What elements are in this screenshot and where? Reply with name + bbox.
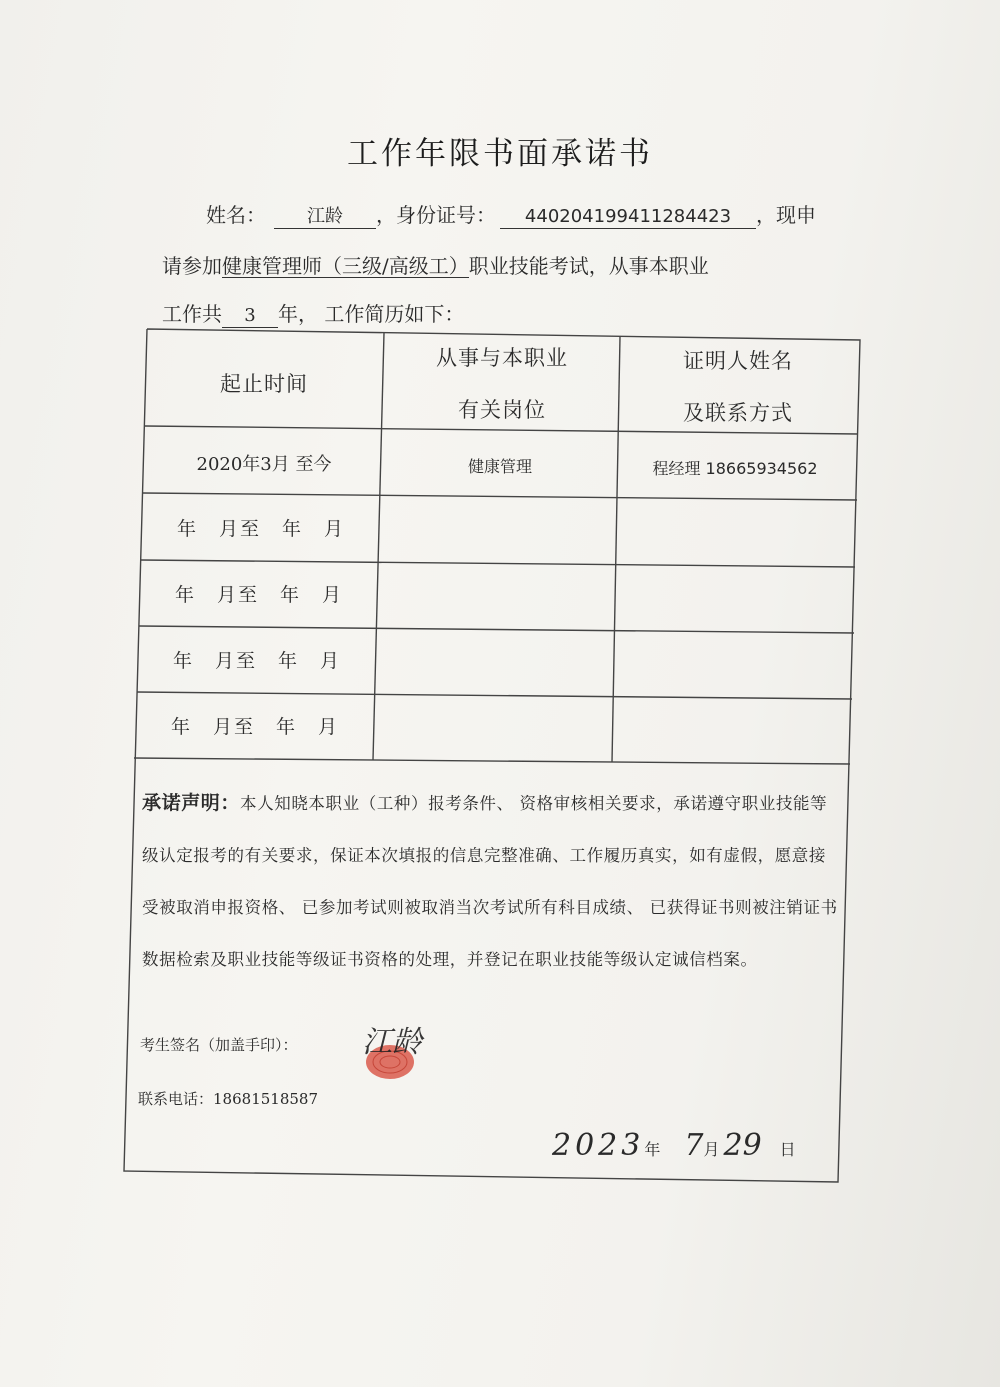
signature-area xyxy=(340,1010,460,1080)
table-row-3-time: 年 月至 年 月 xyxy=(174,583,343,606)
id-number-field: 440204199411284423 xyxy=(500,206,756,229)
years-prefix: 工作共 xyxy=(162,302,222,326)
name-label: 姓名： xyxy=(206,203,266,227)
header-time: 起止时间 xyxy=(220,372,308,396)
pledge-body: 本人知晓本职业（工种）报考条件、 资格审核相关要求，承诺遵守职业技能等级认定报考的有关要求，保证本次填报的信息完整准确、工作履历真实，如有虚假，愿意接受被取消申报资格、 已参加考试则被取消当次考试所有科目成绩、 已获得证书则被注销证书数据检索及职业技能等级证书资格的处理，并登记在职业技能等级认定诚信档案。 xyxy=(142,794,838,969)
intro-continuation: ，现申 xyxy=(756,203,816,227)
table-row-1-time: 2020年3月 至今 xyxy=(196,454,332,475)
table-row-3-position xyxy=(378,562,614,628)
contact-line xyxy=(138,1088,318,1109)
pledge-statement xyxy=(142,777,842,986)
date-year-label: 年 xyxy=(644,1140,661,1159)
exam-suffix: 职业技能考试，从事本职业 xyxy=(468,254,709,278)
table-row-4-position xyxy=(376,628,612,694)
table-row-5-witness xyxy=(610,698,846,764)
exam-field: 健康管理师（三级/高级工） xyxy=(222,254,469,278)
table-row-2-witness xyxy=(616,500,852,566)
table-row-4-witness xyxy=(612,632,848,698)
handwritten-signature: 江龄 xyxy=(362,1025,422,1060)
document-title: 工作年限书面承诺书 xyxy=(347,136,653,172)
table-row-3-witness xyxy=(614,566,850,632)
table-row-4-time: 年 月至 年 月 xyxy=(172,649,341,672)
table-row-2-time: 年 月至 年 月 xyxy=(176,517,345,540)
signature-label: 考生签名（加盖手印）： xyxy=(140,1036,298,1054)
table-row-5-time: 年 月至 年 月 xyxy=(170,715,339,738)
date-day-label: 日 xyxy=(779,1140,796,1159)
date-month-label: 月 xyxy=(703,1140,720,1159)
table-row-2-position xyxy=(380,496,616,562)
pledge-heading: 承诺声明： xyxy=(142,792,241,814)
date-month-handwritten: 7 xyxy=(684,1128,704,1163)
date-day-handwritten: 29 xyxy=(723,1128,762,1163)
years-field: 3 xyxy=(222,305,278,328)
contact-label: 联系电话： xyxy=(138,1090,214,1108)
name-field: 江龄 xyxy=(274,206,376,229)
fingerprint-stamp xyxy=(340,1010,460,1080)
date-line xyxy=(552,1128,796,1163)
table-row-5-position xyxy=(374,694,610,760)
date-year-handwritten: 2023 xyxy=(552,1128,645,1163)
table-row-1-witness: 程经理 18665934562 xyxy=(652,458,818,478)
contact-phone: 18681518587 xyxy=(213,1090,318,1108)
exam-prefix: 请参加 xyxy=(162,254,222,278)
id-label: ，身份证号： xyxy=(376,203,496,227)
years-suffix: 年， 工作简历如下： xyxy=(278,302,465,326)
header-witness: 证明人姓名 及联系方式 xyxy=(683,349,793,425)
header-position: 从事与本职业 有关岗位 xyxy=(436,346,568,422)
table-row-1-position: 健康管理 xyxy=(467,456,532,476)
